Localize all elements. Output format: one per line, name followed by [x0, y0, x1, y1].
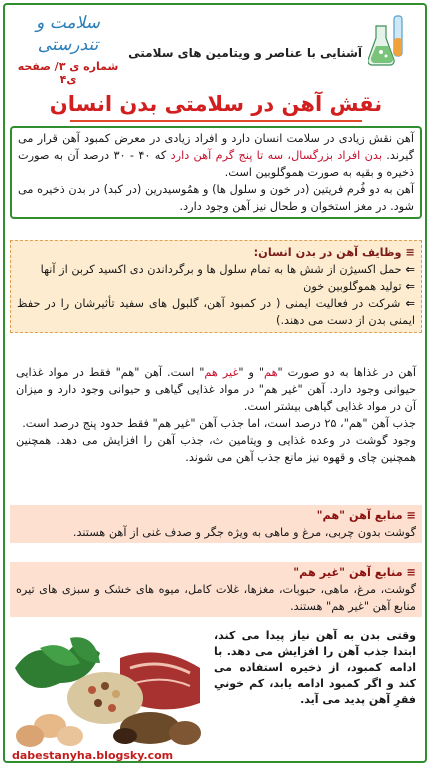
arrow-icon: ⇐ — [401, 263, 415, 276]
heme-sources-heading: ≡ منابع آهن "هم" — [316, 509, 416, 522]
intro-storage-text: آهن به دو فُرم فریتین (در خون و سلول ها) و همُوسیدرین (در کبد) در بدن ذخیره می شود. در مغز استخوان و طحال نیز آهن وجود دارد. — [18, 183, 414, 213]
enhancers-text: وجود گوشت در وعده غذایی و ویتامین ث، جذب آهن را افزایش می دهد. همچنین همچنین چای و قهوه نیز مانع جذب آهن می شوند. — [16, 434, 416, 464]
intro-box — [10, 126, 422, 219]
deficiency-text: وقتی بدن به آهن نیاز پیدا می کند، ابتدا جذب آهن را افزایش می دهد. با ادامه کمبود، از ذخیره استفاده می کند و اگر کمبود ادامه یابد، کم خونیِ فقرِ آهن پدید می آید. — [214, 629, 416, 706]
intro-highlight: بدن افراد بزرگسال، سه تا پنج گرم آهن دارد — [170, 149, 382, 162]
bullet-icon: ≡ — [402, 566, 416, 579]
heme-types-text: آهن در غذاها به دو صورت "هم" و "غیر هم" است. آهن "هم" فقط در مواد غذایی حیوانی وجود دارد. آهن "غیر هم" در مواد غذایی گیاهی و حیوانی وجود دارد و میزان آن در مواد غذایی گیاهی بیشتر است. — [16, 366, 416, 413]
arrow-icon: ⇐ — [400, 297, 415, 310]
heme-sources-text: گوشت بدون چربی، مرغ و ماهی به ویژه جگر و صدف غنی از آهن هستند. — [72, 526, 416, 539]
series-title: آشنایی با عناصر و ویتامین های سلامتی — [128, 46, 362, 60]
footer-url[interactable]: dabestanyha.blogsky.com — [12, 749, 174, 762]
bullet-icon: ≡ — [401, 246, 415, 259]
functions-heading: ≡ وظایف آهن در بدن انسان: — [253, 246, 415, 259]
heme-sources-box — [10, 505, 422, 543]
lab-flask-icon — [368, 12, 412, 70]
body-text — [10, 362, 422, 468]
header — [6, 6, 426, 86]
nonheme-sources-heading: ≡ منابع آهن "غیر هم" — [293, 566, 416, 579]
function-item: ⇐ شرکت در فعالیت ایمنی ( در کمبود آهن، گلبول های سفید تأثیرشان را در حفظ ایمنی بدن از دست می دهند.) — [17, 297, 415, 327]
arrow-icon: ⇐ — [401, 280, 415, 293]
nonheme-sources-box — [10, 562, 422, 617]
function-item: ⇐ حمل اکسیژن از شش ها به تمام سلول ها و برگرداندن دی اکسید کربن از آنها — [40, 263, 415, 276]
absorption-text: جذب آهن "هم"، ۲۵ درصد است، اما جذب آهن "غیر هم" فقط حدود پنج درصد است. — [22, 417, 416, 430]
bullet-icon: ≡ — [402, 509, 416, 522]
functions-box — [10, 240, 422, 333]
nonheme-sources-text: گوشت، مرغ، ماهی، حبوبات، مغزها، غلات کامل، میوه های خشک و سبزی های تیره منابع آهن "غیر هم" هستند. — [16, 583, 416, 613]
iron-rich-food-image — [10, 628, 205, 750]
page-title: نقش آهن در سلامتی بدن انسان — [49, 92, 383, 116]
issue-number: شماره ی ۳/ صفحه ی۴ — [17, 60, 119, 86]
logo-box — [8, 8, 128, 86]
intro-text-end: که ۴۰ - ۳۰ درصد آن به صورت ذخیره و بقیه به صورت هموگلوبین است. — [18, 149, 414, 179]
intro-text: آهن نقش زیادی در سلامت انسان دارد و افراد زیادی در معرض کمبود آهن قرار می گیرند. — [18, 132, 414, 162]
logo-text: سلامت و تندرستی — [36, 13, 100, 55]
function-item: ⇐ تولید هموگلوبین خون — [303, 280, 415, 293]
title-divider — [70, 120, 362, 122]
